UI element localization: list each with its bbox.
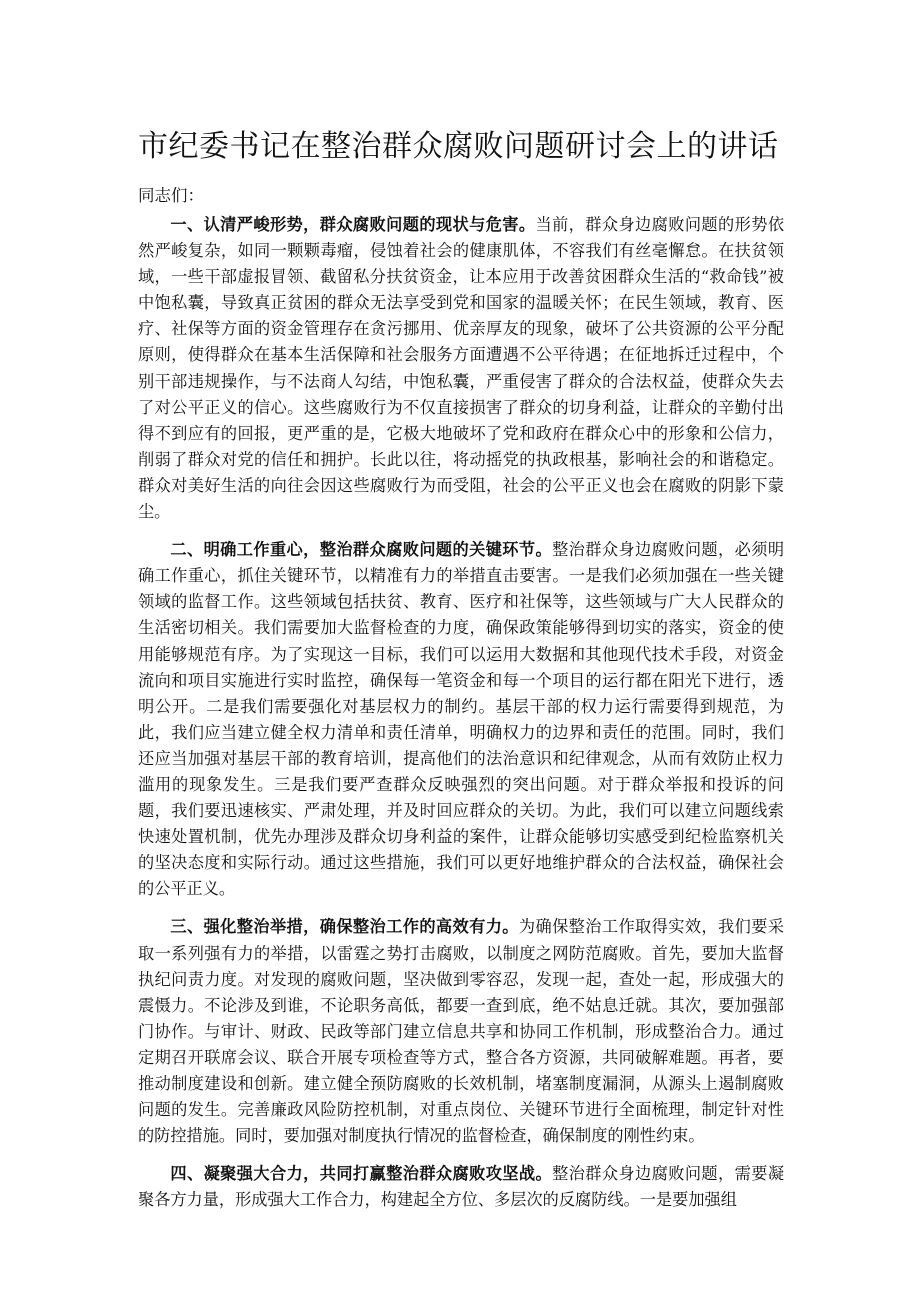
section-3-paragraph (138, 914, 784, 1149)
section-3-body: 为确保整治工作取得实效，我们要采取一系列强有力的举措，以雷霆之势打击腐败，以制度之网防范腐败。首先，要加大监督执纪问责力度。对发现的腐败问题，坚决做到零容忍，发现一起，查处一起，形成强大的震慑力。不论涉及到谁，不论职务高低，都要一查到底，绝不姑息迁就。其次，要加强部门协作。与审计、财政、民政等部门建立信息共享和协同工作机制，形成整治合力。通过定期召开联席会议、联合开展专项检查等方式，整合各方资源，共同破解难题。再者，要推动制度建设和创新。建立健全预防腐败的长效机制，堵塞制度漏洞，从源头上遏制腐败问题的发生。完善廉政风险防控机制，对重点岗位、关键环节进行全面梳理，制定针对性的防控措施。同时，要加强对制度执行情况的监督检查，确保制度的刚性约束。 (138, 917, 785, 1146)
section-2-paragraph (138, 537, 784, 902)
section-2-heading: 二、明确工作重心，整治群众腐败问题的关键环节。 (170, 540, 553, 560)
document-body (138, 212, 784, 1225)
section-3-heading: 三、强化整治举措，确保整治工作的高效有力。 (170, 917, 519, 937)
section-2-body: 整治群众身边腐败问题，必须明确工作重心，抓住关键环节，以精准有力的举措直击要害。一是我们必须加强在一些关键领域的监督工作。这些领域包括扶贫、教育、医疗和社保等，这些领域与广大人民群众的生活密切相关。我们需要加大监督检查的力度，确保政策能够得到切实的落实，资金的使用能够规范有序。为了实现这一目标，我们可以运用大数据和其他现代技术手段，对资金流向和项目实施进行实时监控，确保每一笔资金和每一个项目的运行都在阳光下进行，透明公开。二是我们需要强化对基层权力的制约。基层干部的权力运行需要得到规范，为此，我们应当建立健全权力清单和责任清单，明确权力的边界和责任的范围。同时，我们还应当加强对基层干部的教育培训，提高他们的法治意识和纪律观念，从而有效防止权力滥用的现象发生。三是我们要严查群众反映强烈的突出问题。对于群众举报和投诉的问题，我们要迅速核实、严肃处理，并及时回应群众的关切。为此，我们可以建立问题线索快速处置机制，优先办理涉及群众切身利益的案件，让群众能够切实感受到纪检监察机关的坚决态度和实际行动。通过这些措施，我们可以更好地维护群众的合法权益，确保社会的公平正义。 (138, 540, 785, 899)
salutation: 同志们： (138, 186, 204, 205)
section-4-paragraph (138, 1161, 784, 1213)
section-1-heading: 一、认清严峻形势，群众腐败问题的现状与危害。 (170, 215, 536, 234)
section-4-body: 整治群众身边腐败问题，需要凝聚各方力量，形成强大工作合力，构建起全方位、多层次的反腐防线。一是要加强组 (138, 1164, 785, 1210)
section-1-body: 当前，群众身边腐败问题的形势依然严峻复杂，如同一颗颗毒瘤，侵蚀着社会的健康肌体，不容我们有丝毫懈怠。在扶贫领域，一些干部虚报冒领、截留私分扶贫资金，让本应用于改善贫困群众生活的“救命钱”被中饱私囊，导致真正贫困的群众无法享受到党和国家的温暖关怀；在民生领域，教育、医疗、社保等方面的资金管理存在贪污挪用、优亲厚友的现象，破坏了公共资源的公平分配原则，使得群众在基本生活保障和社会服务方面遭遇不公平待遇；在征地拆迁过程中，个别干部违规操作，与不法商人勾结，中饱私囊，严重侵害了群众的合法权益，使群众失去了对公平正义的信心。这些腐败行为不仅直接损害了群众的切身利益，让群众的辛勤付出得不到应有的回报，更严重的是，它极大地破坏了党和政府在群众心中的形象和公信力，削弱了群众对党的信任和拥护。长此以往，将动摇党的执政根基，影响社会的和谐稳定。群众对美好生活的向往会因这些腐败行为而受阻，社会的公平正义也会在腐败的阴影下蒙尘。 (138, 215, 785, 522)
section-4-heading: 四、凝聚强大合力，共同打赢整治群众腐败攻坚战。 (170, 1164, 553, 1184)
document-title: 市纪委书记在整治群众腐败问题研讨会上的讲话 (138, 129, 779, 164)
section-1-paragraph (138, 212, 784, 525)
